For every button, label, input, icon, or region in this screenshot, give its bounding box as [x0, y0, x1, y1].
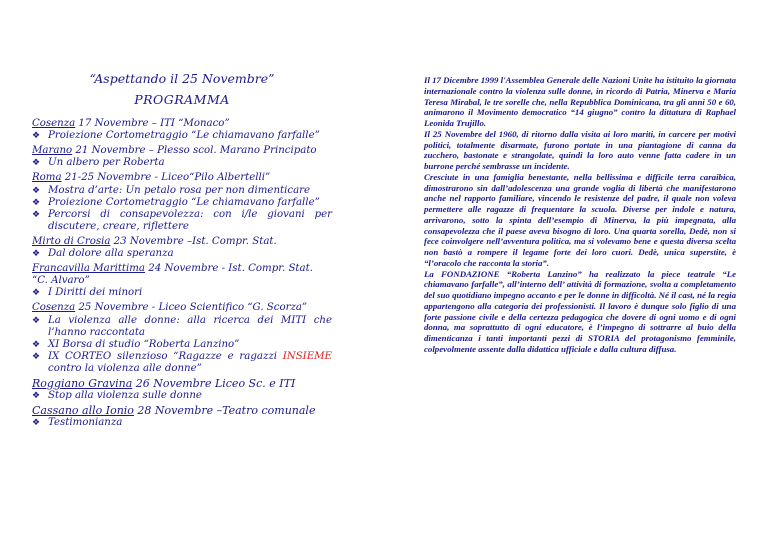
venue-line	[32, 145, 332, 157]
program-item-text: Stop alla violenza sulle donne	[48, 390, 202, 402]
program-item-text: Dal dolore alla speranza	[48, 248, 174, 260]
venue-details: 23 Novembre –Ist. Compr. Stat.	[110, 235, 277, 247]
diamond-bullet-icon: ❖	[32, 391, 41, 402]
program-item	[32, 130, 332, 142]
program-item	[32, 390, 332, 402]
venue-line	[32, 172, 332, 184]
program-item	[32, 417, 332, 429]
venue-place: Mirto di Crosia	[32, 235, 111, 247]
venue-details: 21-25 Novembre - Liceo“Pilo Albertelli”	[61, 172, 271, 184]
program-item	[32, 315, 332, 339]
program-item-text: I Diritti dei minori	[48, 287, 143, 299]
venue-details: 26 Novembre Liceo Sc. e ITI	[132, 376, 296, 390]
venue-details: 21 Novembre – Plesso scol. Marano Principato	[72, 145, 317, 157]
venue-line	[32, 118, 332, 130]
venue-line	[32, 378, 332, 390]
venue-place: Marano	[32, 145, 73, 157]
venue-place: Cosenza	[32, 118, 76, 130]
venue-line	[32, 263, 332, 287]
program-item	[32, 209, 332, 233]
program-column	[32, 72, 332, 432]
diamond-bullet-icon: ❖	[32, 158, 41, 169]
diamond-bullet-icon: ❖	[32, 131, 41, 142]
program-item-text: Un albero per Roberta	[48, 157, 165, 169]
venue-place: Roggiano Gravina	[32, 376, 133, 390]
program-list	[32, 118, 332, 432]
program-item	[32, 197, 332, 209]
venue-details: 25 Novembre - Liceo Scientifico “G. Scorza”	[75, 302, 308, 314]
diamond-bullet-icon: ❖	[32, 351, 41, 362]
article-paragraph: La FONDAZIONE “Roberta Lanzino” ha realizzato la piece teatrale “Le chiamavano farfalle”, all’interno dell’ attività di formazione, svolta a completamento del suo quotidiano impegno accanto e per le donne in difficoltà. Né il cast, né la regia appartengono alla categoria dei professionisti. Il lavoro è dunque solo figlio di una forte passione civile e della certezza pedagogica che dovere di ogni uomo e di ogni donna, ma soprattutto di ogni educatore, è l’impegno di sottrarre al buio della dimenticanza i tanti importanti pezzi di STORIA del protagonismo femminile, colpevolmente assente dalla didattica ufficiale e dalla cultura diffusa.	[424, 268, 736, 354]
venue-place: Cassano allo Ionio	[32, 404, 134, 418]
event-title: “Aspettando il 25 Novembre”	[89, 71, 275, 86]
program-item-text: La violenza alle donne: alla ricerca dei MITI che l’hanno raccontata	[48, 314, 332, 338]
diamond-bullet-icon: ❖	[32, 209, 41, 220]
program-item-text: IX CORTEO silenzioso “Ragazze e ragazzi	[48, 350, 283, 362]
program-item-text: Proiezione Cortometraggio “Le chiamavano farfalle”	[48, 130, 320, 142]
article-paragraph: Il 17 Dicembre 1999 l'Assemblea Generale delle Nazioni Unite ha istituito la giornata internazionale contro la violenza sulle donne, in ricordo di Patria, Minerva e María Teresa Mirabal, le tre sorelle che, nella Repubblica Dominicana, tra gli anni 50 e 60, animarono il Movimento democratico “14 giugno” contro la dittatura di Raphael Leonida Trujillo.	[424, 75, 736, 128]
venue-place: Cosenza	[32, 302, 76, 314]
venue-place: Francavilla Marittima	[32, 263, 146, 275]
article-column	[424, 75, 736, 355]
program-item	[32, 339, 332, 351]
program-item-text: XI Borsa di studio “Roberta Lanzino”	[48, 338, 240, 350]
highlight-word: INSIEME	[282, 350, 332, 362]
venue-details: 17 Novembre – ITI “Monaco”	[75, 118, 230, 130]
diamond-bullet-icon: ❖	[32, 315, 41, 326]
program-item	[32, 351, 332, 375]
diamond-bullet-icon: ❖	[32, 185, 41, 196]
program-item-text: Proiezione Cortometraggio “Le chiamavano farfalle”	[48, 196, 320, 208]
diamond-bullet-icon: ❖	[32, 249, 41, 260]
venue-place: Roma	[32, 172, 62, 184]
article-paragraph: Il 25 Novembre del 1960, di ritorno dalla visita ai loro mariti, in carcere per motivi politici, totalmente disarmate, furono portate in una piantagione di canna da zucchero, bastonate e strangolate, quindi la loro auto venne fatta cadere in un burrone perché sembrasse un incidente.	[424, 128, 736, 171]
venue-details: 24 Novembre - Ist. Compr. Stat. “C. Alvaro”	[32, 263, 313, 287]
venue-line	[32, 302, 332, 314]
program-item	[32, 185, 332, 197]
program-item-text: Testimonianza	[48, 417, 123, 429]
diamond-bullet-icon: ❖	[32, 339, 41, 350]
diamond-bullet-icon: ❖	[32, 197, 41, 208]
venue-details: 28 Novembre –Teatro comunale	[133, 404, 316, 418]
article-paragraph: Cresciute in una famiglia benestante, nella bellissima e difficile terra caraibica, dimostrarono sin dall’adolescenza una grande voglia di libertà che manifestarono anche nel rapporto familiare, vincendo le resistenze del padre, il quale non voleva permettere alle ragazze di frequentare la scuola. Diverse per indole e natura, arrivarono, sotto la spinta dell’esempio di Minerva, la più impegnata, alla consapevolezza che il paese aveva bisogno di loro. Una quarta sorella, Dedè, non si fece coinvolgere nell’avventura politica, ma si volevamo bene e questa diversa scelta non bastò a rompere il legame forte dei loro cuori. Dedè, unica superstite, è “l’oracolo che racconta la storia”.	[424, 171, 736, 268]
program-item-text: Percorsi di consapevolezza: con i/le giovani per discutere, creare, riflettere	[48, 208, 332, 232]
program-item-text-end: contro la violenza alle donne”	[48, 362, 202, 374]
program-item	[32, 248, 332, 260]
diamond-bullet-icon: ❖	[32, 418, 41, 429]
program-heading: PROGRAMMA	[134, 92, 230, 107]
program-item	[32, 157, 332, 169]
program-item	[32, 287, 332, 299]
venue-line	[32, 405, 332, 417]
venue-line	[32, 236, 332, 248]
program-item-text: Mostra d’arte: Un petalo rosa per non dimenticare	[48, 184, 311, 196]
diamond-bullet-icon: ❖	[32, 288, 41, 299]
